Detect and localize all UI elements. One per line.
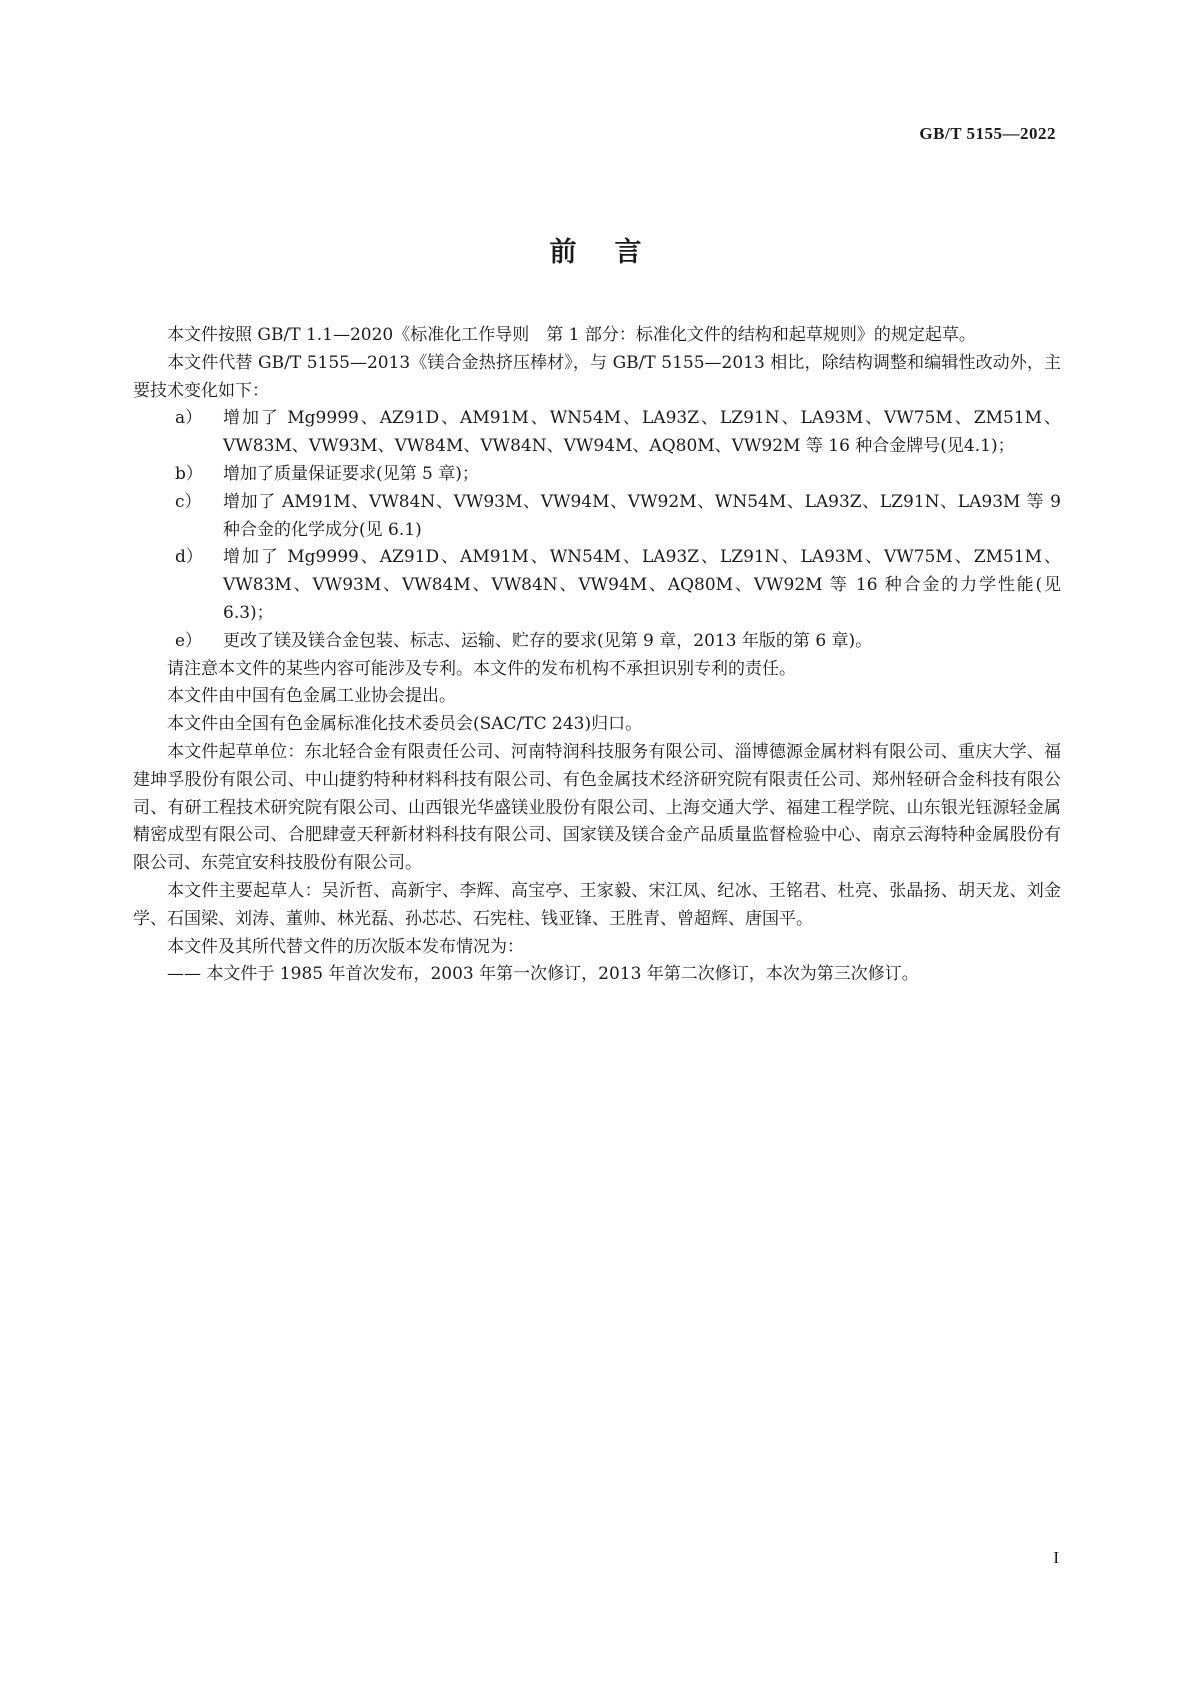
list-item-text: 更改了镁及镁合金包装、标志、运输、贮存的要求(见第 9 章，2013 年版的第 6 章)。	[223, 630, 873, 651]
list-item	[133, 628, 1061, 656]
paragraph-committee: 本文件由全国有色金属标准化技术委员会(SAC/TC 243)归口。	[167, 714, 643, 735]
list-item-text: 增加了 AM91M、VW84N、VW93M、VW94M、VW92M、WN54M、LA93Z、LZ91N、LA93M 等 9 种合金的化学成分(见 6.1)	[223, 491, 1061, 540]
paragraph-drafters: 本文件主要起草人：吴沂哲、高新宇、李辉、高宝亭、王家毅、宋江凤、纪冰、王铭君、杜亮、张晶扬、胡天龙、刘金学、石国梁、刘涛、董帅、林光磊、孙芯芯、石宪柱、钱亚锋、王胜青、曾超辉、唐国平。	[133, 880, 1061, 929]
paragraph-drafting-units: 本文件起草单位：东北轻合金有限责任公司、河南特润科技服务有限公司、淄博德源金属材料有限公司、重庆大学、福建坤孚股份有限公司、中山捷豹特种材料科技有限公司、有色金属技术经济研究院有限责任公司、郑州轻研合金科技有限公司、有研工程技术研究院有限公司、山西银光华盛镁业股份有限公司、上海交通大学、福建工程学院、山东银光钰源轻金属精密成型有限公司、合肥肆壹天秤新材料科技有限公司、国家镁及镁合金产品质量监督检验中心、南京云海特种金属股份有限公司、东莞宜安科技股份有限公司。	[133, 741, 1061, 874]
paragraph-history-item: —— 本文件于 1985 年首次发布，2003 年第一次修订，2013 年第二次修订，本次为第三次修订。	[167, 964, 919, 985]
list-item-text: 增加了 Mg9999、AZ91D、AM91M、WN54M、LA93Z、LZ91N、LA93M、VW75M、ZM51M、VW83M、VW93M、VW84M、VW84N、VW94M、AQ80M、VW92M 等 16 种合金牌号(见4.1)；	[223, 408, 1061, 457]
list-item-label: b）	[175, 463, 203, 484]
list-item-label: d）	[175, 547, 203, 568]
list-item	[133, 405, 1061, 461]
foreword-body	[133, 322, 1061, 989]
page-number: I	[1053, 1548, 1059, 1567]
paragraph-patent-notice: 请注意本文件的某些内容可能涉及专利。本文件的发布机构不承担识别专利的责任。	[167, 658, 796, 679]
list-item-label: e）	[175, 630, 203, 651]
paragraph-proposer: 本文件由中国有色金属工业协会提出。	[167, 686, 456, 707]
paragraph-drafting-rules: 本文件按照 GB/T 1.1—2020《标准化工作导则 第 1 部分：标准化文件的结构和起草规则》的规定起草。	[167, 325, 976, 345]
list-item-label: c）	[175, 491, 202, 512]
list-item	[133, 489, 1061, 545]
document-code: GB/T 5155—2022	[919, 124, 1056, 143]
paragraph-history-intro: 本文件及其所代替文件的历次版本发布情况为：	[167, 936, 524, 957]
list-item-text: 增加了质量保证要求(见第 5 章)；	[223, 463, 479, 484]
list-item-label: a）	[175, 408, 203, 429]
paragraph-replacement: 本文件代替 GB/T 5155—2013《镁合金热挤压棒材》，与 GB/T 5155—2013 相比，除结构调整和编辑性改动外，主要技术变化如下：	[133, 352, 1061, 401]
page-title: 前言	[549, 237, 680, 268]
list-item	[133, 461, 1061, 489]
list-item-text: 增加了 Mg9999、AZ91D、AM91M、WN54M、LA93Z、LZ91N、LA93M、VW75M、ZM51M、VW83M、VW93M、VW84M、VW84N、VW94M、AQ80M、VW92M 等 16 种合金的力学性能(见 6.3)；	[223, 547, 1061, 623]
list-item	[133, 544, 1061, 627]
